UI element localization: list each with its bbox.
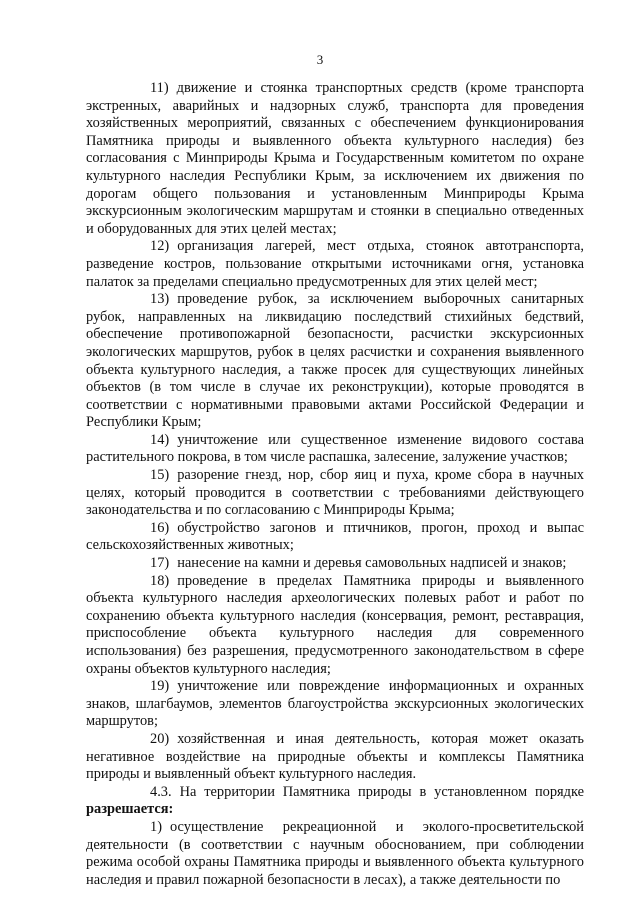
document-body xyxy=(86,80,584,889)
item-text: движение и стоянка транспортных средств (кроме транспорта экстренных, аварийных и надзорных служб, транспорта для проведения хозяйственных мероприятий, связанных с обеспечением функционирования Памятника природы и выявленного объекта культурного наследия) без согласования с Минприроды Крыма и Государственным комитетом по охране культурного наследия Республики Крым, за исключением их движения по дорогам общего пользования и установленным Минприроды Крыма экскурсионным экологическим маршрутам и стоянки в специально отведенных и оборудованных для этих целей местах; xyxy=(86,80,584,237)
item-text: На территории Памятника природы в установленном порядке xyxy=(179,783,584,800)
item-text: проведение рубок, за исключением выборочных санитарных рубок, направленных на ликвидацию последствий стихийных бедствий, обеспечение противопожарной безопасности, расчистки экскурсионных экологических маршрутов, рубок в целях расчистки и сохранения выявленного объекта культурного наследия, а также просек для существующих линейных объектов (в том числе в случае их реконструкции), которые проводятся в соответствии с нормативными правовыми актами Российской Федерации и Республики Крым; xyxy=(86,291,584,431)
list-item xyxy=(86,432,584,467)
item-number: 12) xyxy=(150,238,170,255)
page-number: 3 xyxy=(316,52,324,67)
item-text: осуществление рекреационной и эколого-просветительской деятельности (в соответствии с научным обоснованием, при соблюдении режима особой охраны Памятника природы и выявленного объекта культурного наследия и правил пожарной безопасности в лесах), а также деятельности по xyxy=(86,818,584,888)
item-number: 19) xyxy=(150,678,170,695)
item-number: 15) xyxy=(150,467,170,484)
item-text: проведение в пределах Памятника природы и выявленного объекта культурного наследия археологических полевых работ и работ по сохранению объекта культурного наследия (консервация, ремонт, реставрация, приспособление объекта культурного наследия для современного использования) без разрешения, предусмотренного законодательством в сфере охраны объектов культурного наследия; xyxy=(86,572,584,677)
item-number: 16) xyxy=(150,519,170,536)
item-text: обустройство загонов и птичников, прогон, проход и выпас сельскохозяйственных животных; xyxy=(86,519,584,554)
item-text: уничтожение или повреждение информационных и охранных знаков, шлагбаумов, элементов благоустройства экскурсионных экологических маршрутов; xyxy=(86,678,584,730)
item-number: 14) xyxy=(150,431,170,448)
item-number: 20) xyxy=(150,730,170,747)
list-item xyxy=(86,678,584,731)
list-item xyxy=(86,784,584,819)
list-item xyxy=(86,819,584,889)
item-text: нанесение на камни и деревья самовольных надписей и знаков; xyxy=(177,555,567,572)
item-number: 1) xyxy=(150,818,162,835)
item-number: 17) xyxy=(150,555,170,572)
list-item xyxy=(86,731,584,784)
list-item xyxy=(86,80,584,238)
list-item xyxy=(86,520,584,555)
list-item xyxy=(86,291,584,432)
item-text: хозяйственная и иная деятельность, которая может оказать негативное воздействие на природные объекты и комплексы Памятника природы и выявленный объект культурного наследия. xyxy=(86,730,584,783)
item-text: организация лагерей, мест отдыха, стоянок автотранспорта, разведение костров, пользование открытыми источниками огня, установка палаток за пределами специально предусмотренных для этих целей мест; xyxy=(86,238,584,290)
list-item xyxy=(86,555,584,573)
list-item xyxy=(86,238,584,291)
item-number: 4.3. xyxy=(150,783,172,800)
item-number: 13) xyxy=(150,291,170,308)
list-item xyxy=(86,467,584,520)
item-text: уничтожение или существенное изменение видового состава растительного покрова, в том числе распашка, залесение, залужение участков; xyxy=(86,431,584,466)
item-text: разорение гнезд, нор, сбор яиц и пуха, кроме сбора в научных целях, который проводится в соответствии с требованиями действующего законодательства и по согласованию с Минприроды Крыма; xyxy=(86,467,584,519)
bold-term: разрешается: xyxy=(86,801,174,818)
item-number: 18) xyxy=(150,572,170,589)
list-item xyxy=(86,573,584,679)
item-number: 11) xyxy=(150,80,169,96)
